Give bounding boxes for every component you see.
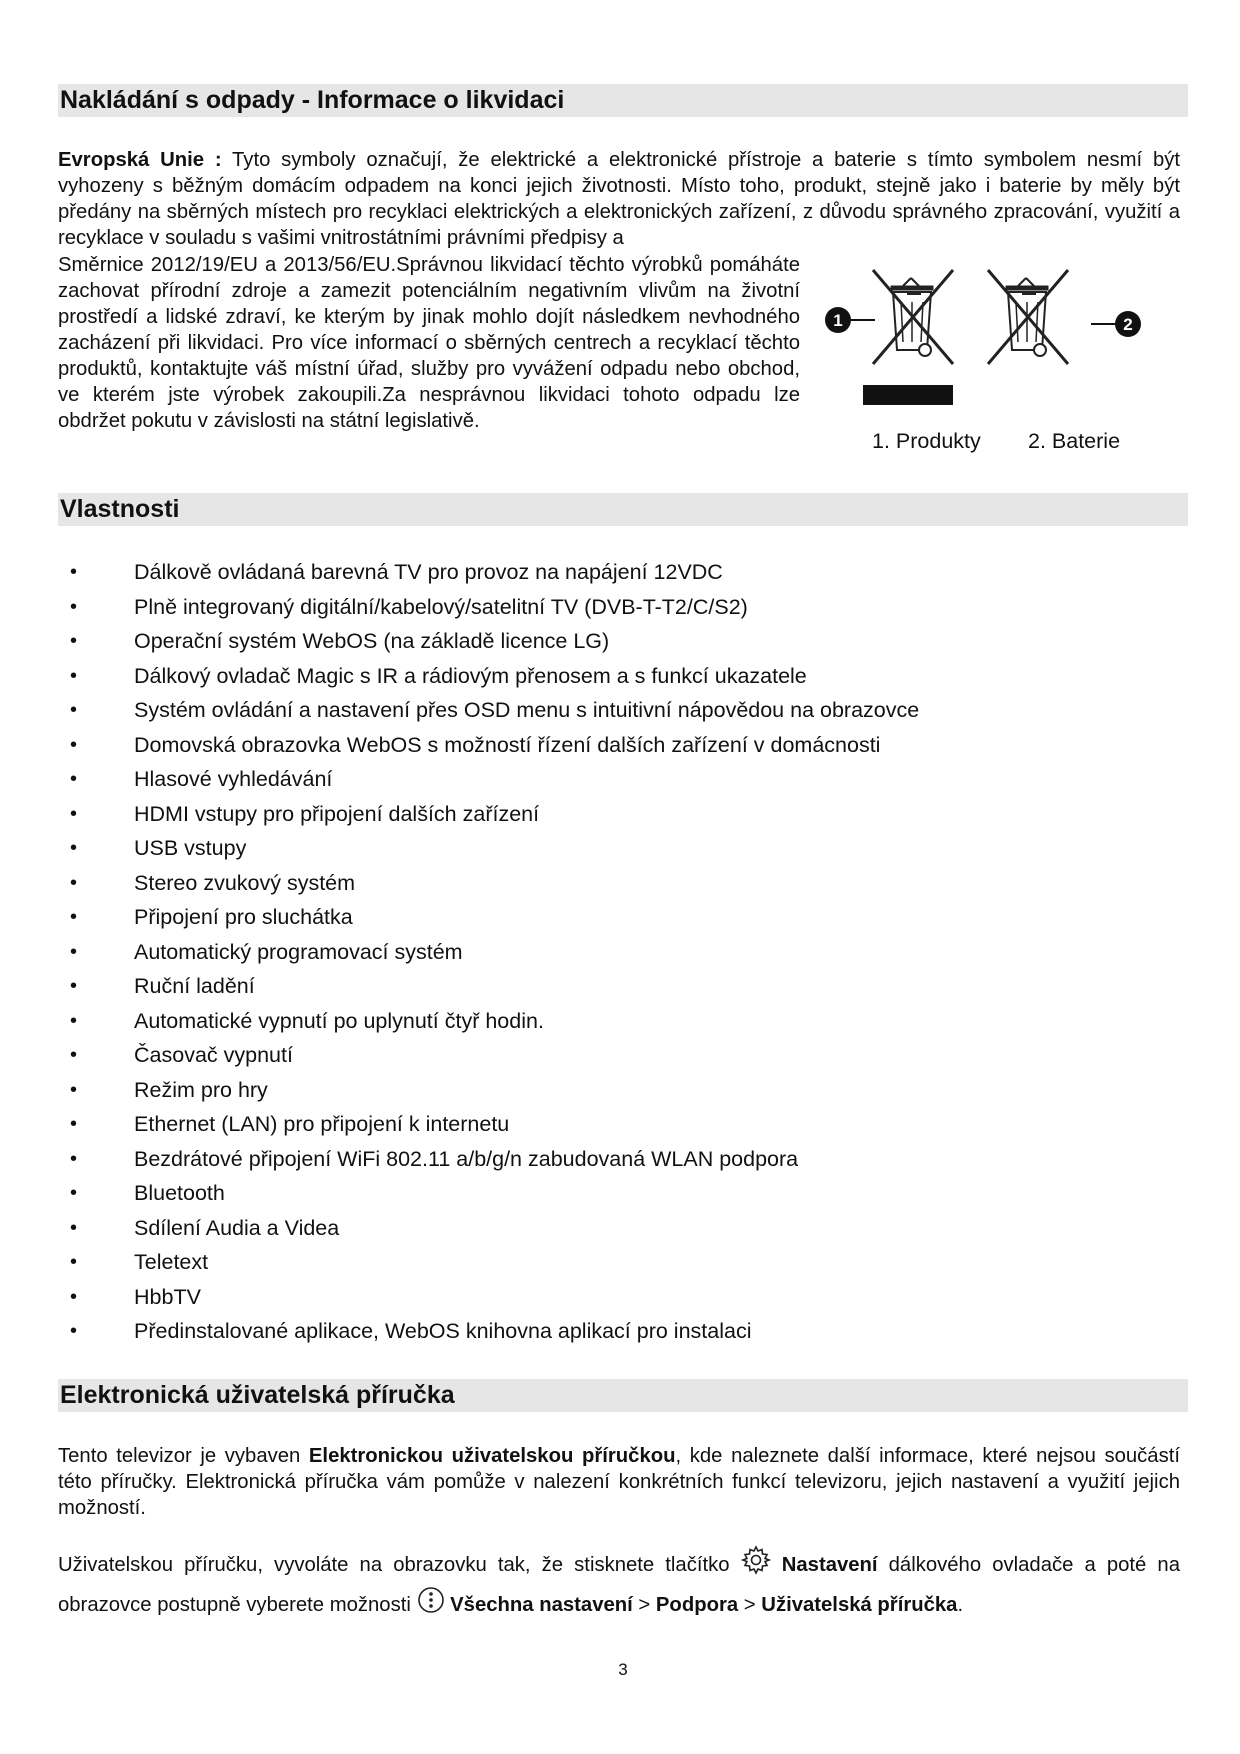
crossed-bin-icon-battery [988, 270, 1068, 364]
e-manual-p1-text-b: , kde naleznete další informace, které nejsou součástí této příručky. Elektronická příručka vám pomůže v nalezení konkrétních funkcí televizoru, jejich nastavení a využití jejich možností. [58, 1445, 1180, 1519]
list-item [58, 693, 919, 728]
section-heading-features-text: Vlastnosti [60, 495, 180, 523]
bullet-icon: • [70, 1009, 78, 1032]
marker-2-label: 2 [1123, 315, 1133, 334]
e-manual-p1-bold: Elektronickou uživatelskou příručkou [308, 1445, 676, 1467]
marker-1-label: 1 [833, 311, 843, 330]
list-item-text: Stereo zvukový systém [134, 870, 356, 895]
bullet-icon: • [70, 768, 78, 790]
bullet-icon: • [70, 1285, 78, 1308]
list-item-text: Domovská obrazovka WebOS s možností řízení dalších zařízení v domácnosti [134, 732, 881, 757]
list-item [58, 969, 919, 1004]
bullet-icon: • [70, 1182, 78, 1204]
crossed-bin-icon-product [873, 270, 953, 364]
list-item-text: Automatické vypnutí po uplynutí čtyř hodin. [134, 1008, 544, 1033]
list-item-text: Teletext [134, 1250, 209, 1274]
bullet-icon: • [70, 630, 78, 652]
list-item-text: HDMI vstupy pro připojení dalších zařízení [134, 801, 540, 826]
page-number: 3 [618, 1660, 628, 1679]
list-item [58, 555, 919, 590]
bullet-icon: • [70, 1147, 78, 1170]
list-item [58, 935, 919, 970]
settings-gear-icon [741, 1545, 771, 1586]
product-bar-marker [863, 385, 953, 405]
section-heading-disposal [58, 84, 1188, 117]
list-item-text: Časovač vypnutí [134, 1043, 293, 1067]
bullet-icon: • [70, 1044, 78, 1066]
bullet-icon: • [70, 871, 78, 894]
list-item-text: Bluetooth [134, 1181, 225, 1205]
list-item [58, 590, 919, 625]
list-item [58, 1142, 919, 1177]
bullet-icon: • [70, 561, 78, 583]
e-manual-p2-end: . [957, 1593, 964, 1616]
bullet-icon: • [70, 1216, 78, 1239]
bullet-icon: • [70, 837, 78, 859]
list-item-text: Sdílení Audia a Videa [134, 1215, 340, 1240]
list-item-text: Ruční ladění [134, 974, 255, 998]
list-item [58, 1107, 919, 1142]
list-item-text: Plně integrovaný digitální/kabelový/satelitní TV (DVB-T-T2/C/S2) [134, 594, 748, 619]
bullet-icon: • [70, 940, 78, 963]
list-item [58, 659, 919, 694]
list-item-text: Automatický programovací systém [134, 939, 463, 964]
list-item-text: Předinstalované aplikace, WebOS knihovna aplikací pro instalaci [134, 1319, 752, 1343]
section-heading-disposal-text: Nakládání s odpady - Informace o likvidaci [60, 86, 565, 114]
list-item [58, 797, 919, 832]
list-item [58, 624, 919, 659]
bullet-icon: • [70, 906, 78, 928]
e-manual-support-label: Podpora [655, 1593, 739, 1616]
list-item [58, 762, 919, 797]
bullet-icon: • [70, 699, 78, 721]
list-item-text: Ethernet (LAN) pro připojení k internetu [134, 1112, 510, 1136]
features-list [58, 555, 919, 1349]
e-manual-separator: > [738, 1593, 762, 1616]
bullet-icon: • [70, 595, 78, 618]
e-manual-p1-text-a: Tento televizor je vybaven [58, 1445, 309, 1467]
list-item [58, 1004, 919, 1039]
bullet-icon: • [70, 1251, 78, 1273]
list-item-text: USB vstupy [134, 836, 247, 860]
list-item [58, 1245, 919, 1280]
list-item-text: Dálkově ovládaná barevná TV pro provoz na napájení 12VDC [134, 560, 723, 584]
more-options-icon [417, 1586, 445, 1625]
list-item [58, 728, 919, 763]
e-manual-separator: > [632, 1593, 656, 1616]
list-item [58, 1038, 919, 1073]
list-item [58, 1176, 919, 1211]
e-manual-paragraph-2 [58, 1545, 1180, 1625]
disposal-lead: Evropská Unie : [58, 149, 222, 171]
e-manual-all-settings-label: Všechna nastavení [450, 1593, 633, 1616]
list-item [58, 1211, 919, 1246]
list-item-text: Operační systém WebOS (na základě licence LG) [134, 629, 610, 653]
bullet-icon: • [70, 664, 78, 687]
list-item [58, 1073, 919, 1108]
section-heading-e-manual-text: Elektronická uživatelská příručka [60, 1381, 455, 1409]
caption-batteries: 2. Baterie [1028, 429, 1121, 453]
section-heading-e-manual [58, 1379, 1188, 1412]
list-item-text: Dálkový ovladač Magic s IR a rádiovým přenosem a s funkcí ukazatele [134, 663, 807, 688]
e-manual-settings-label: Nastavení [781, 1553, 878, 1576]
list-item [58, 831, 919, 866]
list-item-text: Bezdrátové připojení WiFi 802.11 a/b/g/n zabudovaná WLAN podpora [134, 1146, 799, 1171]
list-item-text: HbbTV [134, 1284, 201, 1309]
list-item [58, 1280, 919, 1315]
disposal-text-full: Tyto symboly označují, že elektrické a elektronické přístroje a baterie s tímto symbolem nesmí být vyhozeny s běžným domácím odpadem na konci jejich životnosti. Místo toho, produkt, stejně jako i baterie by měly být předány na sběrných místech pro recyklaci elektrických a elektronických zařízení, z důvodu správného zpracování, využití a recyklace v souladu s vašimi vnitrostátními právními předpisy a [58, 149, 1180, 249]
disposal-text-wrapped: Směrnice 2012/19/EU a 2013/56/EU.Správnou likvidací těchto výrobků pomáháte zachovat přírodní zdroje a zamezit potenciálním negativním vlivům na životní prostředí a lidské zdraví, ke kterým by jinak mohlo dojít následkem nevhodného zacházení při likvidaci. Pro více informací o sběrných centrech a recyklací těchto produktů, kontaktujte váš místní úřad, služby pro vyvážení odpadu nebo obchod, ve kterém jste výrobek zakoupili.Za nesprávnou likvidaci tohoto odpadu lze obdržet pokutu v závislosti na státní legislativě. [58, 254, 800, 432]
list-item [58, 900, 919, 935]
e-manual-p2-text-a: Uživatelskou příručku, vyvoláte na obrazovku tak, že stisknete tlačítko [58, 1553, 741, 1576]
list-item-text: Připojení pro sluchátka [134, 905, 353, 929]
list-item-text: Režim pro hry [134, 1077, 268, 1102]
bullet-icon: • [70, 1113, 78, 1135]
disposal-paragraph-wrapped [58, 252, 800, 434]
e-manual-paragraph-1 [58, 1443, 1180, 1521]
bullet-icon: • [70, 802, 78, 825]
list-item-text: Hlasové vyhledávání [134, 767, 333, 791]
bullet-icon: • [70, 1320, 78, 1342]
caption-products: 1. Produkty [872, 429, 981, 453]
section-heading-features [58, 493, 1188, 526]
list-item-text: Systém ovládání a nastavení přes OSD menu s intuitivní nápovědou na obrazovce [134, 698, 920, 722]
bullet-icon: • [70, 1078, 78, 1101]
e-manual-p2-text-b: dálkového ovladače a poté na obrazovce postupně vyberete možnosti [58, 1553, 1180, 1616]
list-item [58, 1314, 919, 1349]
list-item [58, 866, 919, 901]
bullet-icon: • [70, 975, 78, 997]
bullet-icon: • [70, 733, 78, 756]
e-manual-user-guide-label: Uživatelská příručka [761, 1593, 958, 1616]
disposal-paragraph-full [58, 147, 1180, 251]
